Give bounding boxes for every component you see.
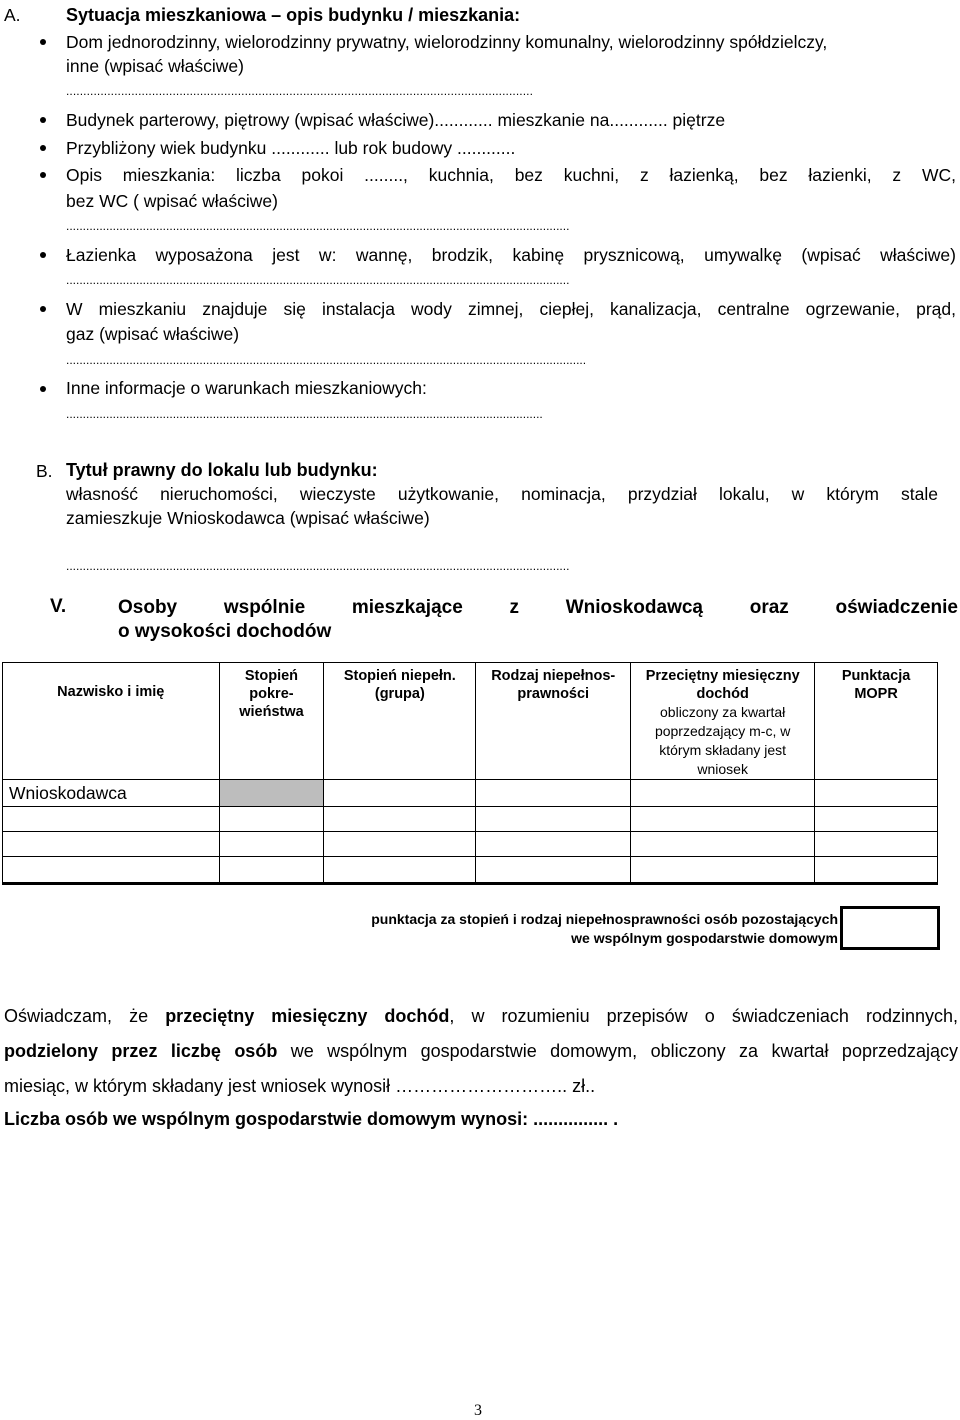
section-v-marker: V. [50,596,67,617]
applicant-label-cell [3,780,220,807]
other-info-dots[interactable]: ............................................................................................................................................... [66,407,543,421]
table-cell[interactable] [631,857,815,884]
table-cell[interactable] [324,807,476,832]
table-cell[interactable] [324,832,476,857]
table-cell[interactable] [476,857,631,884]
apartment-description-dots[interactable]: ....................................................................................................................................................... [66,219,570,233]
section-b-marker: B. [36,461,53,481]
table-cell[interactable] [815,780,938,807]
header-kinship: Stopień pokre-wieństwa [219,663,324,780]
bullet-icon [40,386,46,392]
section-v-title-line2: o wysokości dochodów [118,621,332,642]
housing-type-line2: inne (wpisać właściwe) [66,56,244,76]
bathroom-equipment: Łazienka wyposażona jest w: wannę, brodzik, kabinę prysznicową, umywalkę (wpisać właściwe) [66,245,956,265]
table-row [3,832,938,857]
summary-line2: we wspólnym gospodarstwie domowym [571,930,838,946]
table-row [3,857,938,884]
header-income: Przeciętny miesięczny dochód obliczony za kwartał poprzedzający m-c, w którym składany jest wniosek [631,663,815,780]
installations-line1: W mieszkaniu znajduje się instalacja wody zimnej, ciepłej, kanalizacja, centralne ogrzewanie, prąd, [66,299,956,319]
page-number: 3 [474,1402,482,1419]
header-disability-degree: Stopień niepełn. (grupa) [324,663,476,780]
summary-points-box[interactable] [840,906,940,950]
bullet-icon [40,172,46,178]
header-name: Nazwisko i imię [3,663,220,780]
apartment-description-line1: Opis mieszkania: liczba pokoi ........, kuchnia, bez kuchni, z łazienką, bez łazienki, z WC, [66,165,956,185]
building-age: Przybliżony wiek budynku ............ lub rok budowy ............ [66,138,516,158]
table-cell-shaded [219,780,324,807]
installations-dots[interactable]: ............................................................................................................................................................ [66,353,587,367]
bullet-icon [40,145,46,151]
table-cell[interactable] [815,832,938,857]
table-cell[interactable] [476,807,631,832]
table-cell[interactable] [3,857,220,884]
table-cell[interactable] [815,807,938,832]
table-cell[interactable] [219,807,324,832]
table-cell[interactable] [3,807,220,832]
declaration-line2: podzielony przez liczbę osób we wspólnym gospodarstwie domowym, obliczony za kwartał poprzedzający [4,1041,958,1061]
table-cell[interactable] [324,780,476,807]
header-disability-type: Rodzaj niepełnos-prawności [476,663,631,780]
housing-type-line1: Dom jednorodzinny, wielorodzinny prywatny, wielorodzinny komunalny, wielorodzinny spółdzielczy, [66,32,828,52]
bullet-icon [40,117,46,123]
legal-title-line1: własność nieruchomości, wieczyste użytkowanie, nominacja, przydział lokalu, w którym stale [66,484,938,504]
table-row [3,807,938,832]
table-cell[interactable] [476,780,631,807]
building-floors: Budynek parterowy, piętrowy (wpisać właściwe)............ mieszkanie na............ piętrze [66,110,726,130]
housing-type-dots[interactable]: ........................................................................................................................................ [66,84,534,98]
table-cell[interactable] [631,780,815,807]
applicant-label: Wnioskodawca [9,782,127,803]
summary-line1: punktacja za stopień i rodzaj niepełnosprawności osób pozostających [371,911,838,927]
household-count: Liczba osób we wspólnym gospodarstwie domowym wynosi: ............... . [4,1109,619,1129]
table-cell[interactable] [3,832,220,857]
section-v-title-line1: Osoby wspólnie mieszkające z Wnioskodawcą oraz oświadczenie [118,597,958,618]
header-points: Punktacja MOPR [815,663,938,780]
bullet-icon [40,306,46,312]
table-cell[interactable] [219,857,324,884]
table-cell[interactable] [476,832,631,857]
table-cell[interactable] [631,832,815,857]
table-cell[interactable] [631,807,815,832]
legal-title-dots[interactable]: ....................................................................................................................................................... [66,559,570,573]
table-cell[interactable] [324,857,476,884]
table-row [3,780,938,807]
section-a-marker: A. [4,5,21,25]
declaration-line1: Oświadczam, że przeciętny miesięczny dochód, w rozumieniu przepisów o świadczeniach rodzinnych, [4,1006,959,1026]
installations-line2: gaz (wpisać właściwe) [66,324,240,344]
section-a-title: Sytuacja mieszkaniowa – opis budynku / mieszkania: [66,5,521,25]
bullet-icon [40,252,46,258]
section-b-title: Tytuł prawny do lokalu lub budynku: [66,460,378,480]
bullet-icon [40,39,46,45]
declaration-line3: miesiąc, w którym składany jest wniosek wynosił ……………………….. zł.. [4,1076,596,1096]
table-cell[interactable] [815,857,938,884]
household-table [2,662,938,885]
table-header-row [3,663,938,780]
other-info: Inne informacje o warunkach mieszkaniowych: [66,378,427,398]
table-cell[interactable] [219,832,324,857]
bathroom-equipment-dots[interactable]: ....................................................................................................................................................... [66,273,570,287]
legal-title-line2: zamieszkuje Wnioskodawca (wpisać właściwe) [66,508,430,528]
apartment-description-line2: bez WC ( wpisać właściwe) [66,191,278,211]
